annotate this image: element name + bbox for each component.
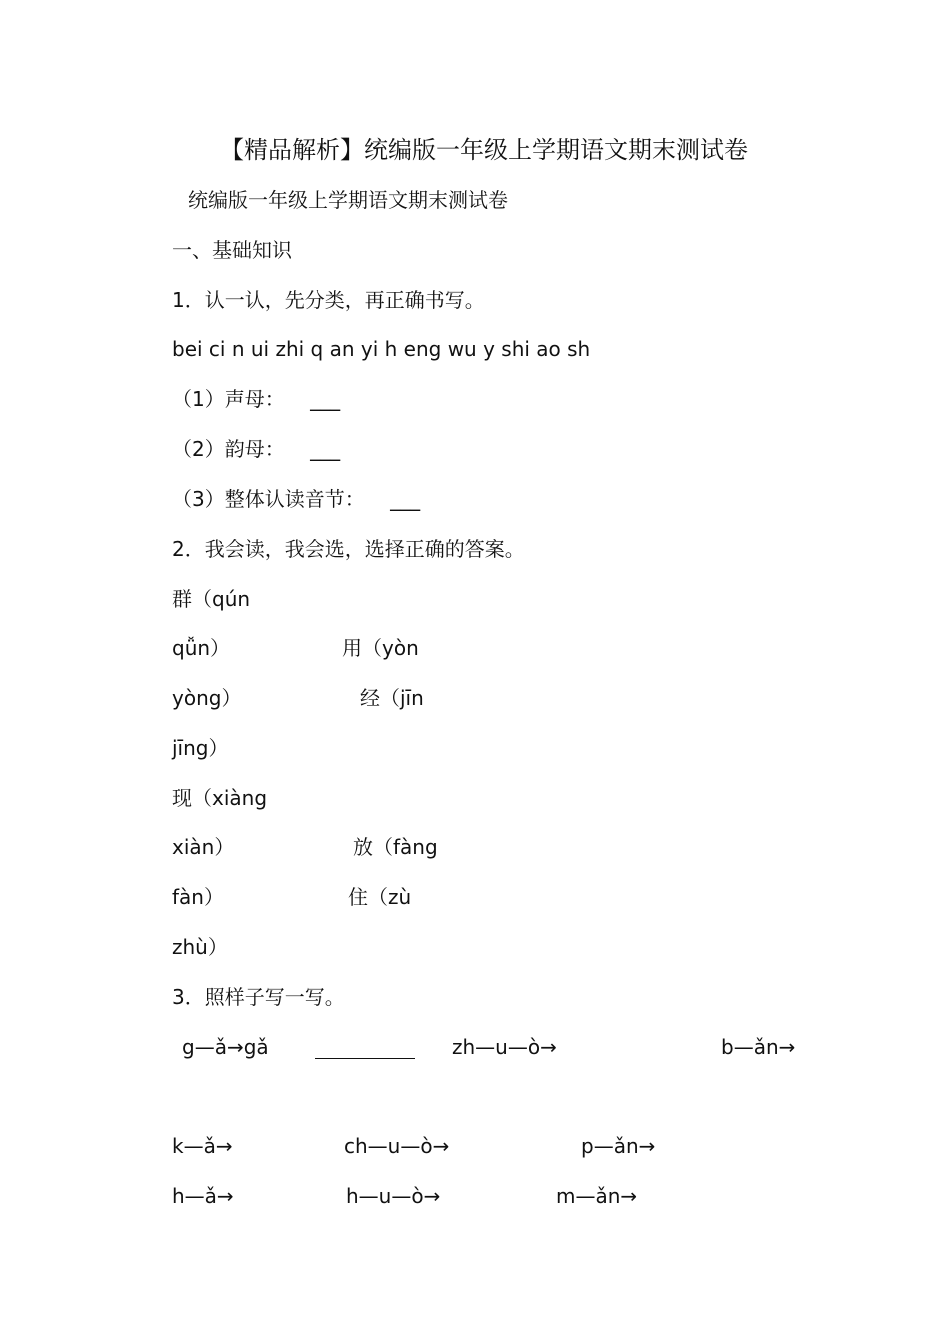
- document-subtitle: 统编版一年级上学期语文期末测试卷: [188, 188, 508, 212]
- question-1-prompt: 1．认一认，先分类，再正确书写。: [172, 288, 485, 312]
- q2-option-text: fàn）: [172, 885, 224, 909]
- part-3-label: （3）整体认读音节：: [172, 487, 365, 511]
- q3-item: p—ǎn→: [581, 1134, 656, 1158]
- q2-option-text: 住（zù: [348, 885, 412, 909]
- q3-example: g—ǎ→gǎ: [182, 1035, 269, 1059]
- question-1-part-1: [172, 386, 340, 412]
- q2-option-text: 用（yòn: [342, 636, 419, 660]
- q2-option-text: 经（jīn: [360, 686, 424, 710]
- part-3-answer-blank[interactable]: ___: [390, 487, 421, 511]
- part-1-answer-blank[interactable]: ___: [310, 387, 341, 411]
- q3-item: ch—u—ò→: [344, 1134, 450, 1158]
- q2-option-text: jīng）: [172, 736, 229, 760]
- part-1-label: （1）声母：: [172, 387, 285, 411]
- q3-item: h—u—ò→: [346, 1184, 441, 1208]
- question-3-prompt: 3．照样子写一写。: [172, 985, 345, 1009]
- q2-option-text: 群（qún: [172, 587, 251, 611]
- question-2-prompt: 2．我会读，我会选，选择正确的答案。: [172, 537, 525, 561]
- section-heading-basics: 一、基础知识: [172, 238, 292, 262]
- question-1-part-3: [172, 486, 420, 512]
- document-title: 【精品解析】统编版一年级上学期语文期末测试卷: [220, 136, 748, 164]
- q3-example-blank-line[interactable]: [315, 1040, 415, 1059]
- q2-option-text: xiàn）: [172, 835, 235, 859]
- q3-item: h—ǎ→: [172, 1184, 234, 1208]
- q3-item: zh—u—ò→: [452, 1035, 557, 1059]
- question-1-pinyin-list: bei ci n ui zhi q an yi h eng wu y shi ao sh: [172, 337, 591, 361]
- q2-option-text: yòng）: [172, 686, 242, 710]
- q2-option-text: zhù）: [172, 935, 228, 959]
- q3-item: m—ǎn→: [556, 1184, 638, 1208]
- q3-item: k—ǎ→: [172, 1134, 233, 1158]
- q2-option-text: 放（fàng: [353, 835, 438, 859]
- q2-option-text: 现（xiàng: [172, 786, 268, 810]
- q2-option-text: qǚn）: [172, 636, 231, 660]
- q3-item: b—ǎn→: [721, 1035, 796, 1059]
- part-2-label: （2）韵母：: [172, 437, 285, 461]
- question-1-part-2: [172, 436, 340, 462]
- part-2-answer-blank[interactable]: ___: [310, 437, 341, 461]
